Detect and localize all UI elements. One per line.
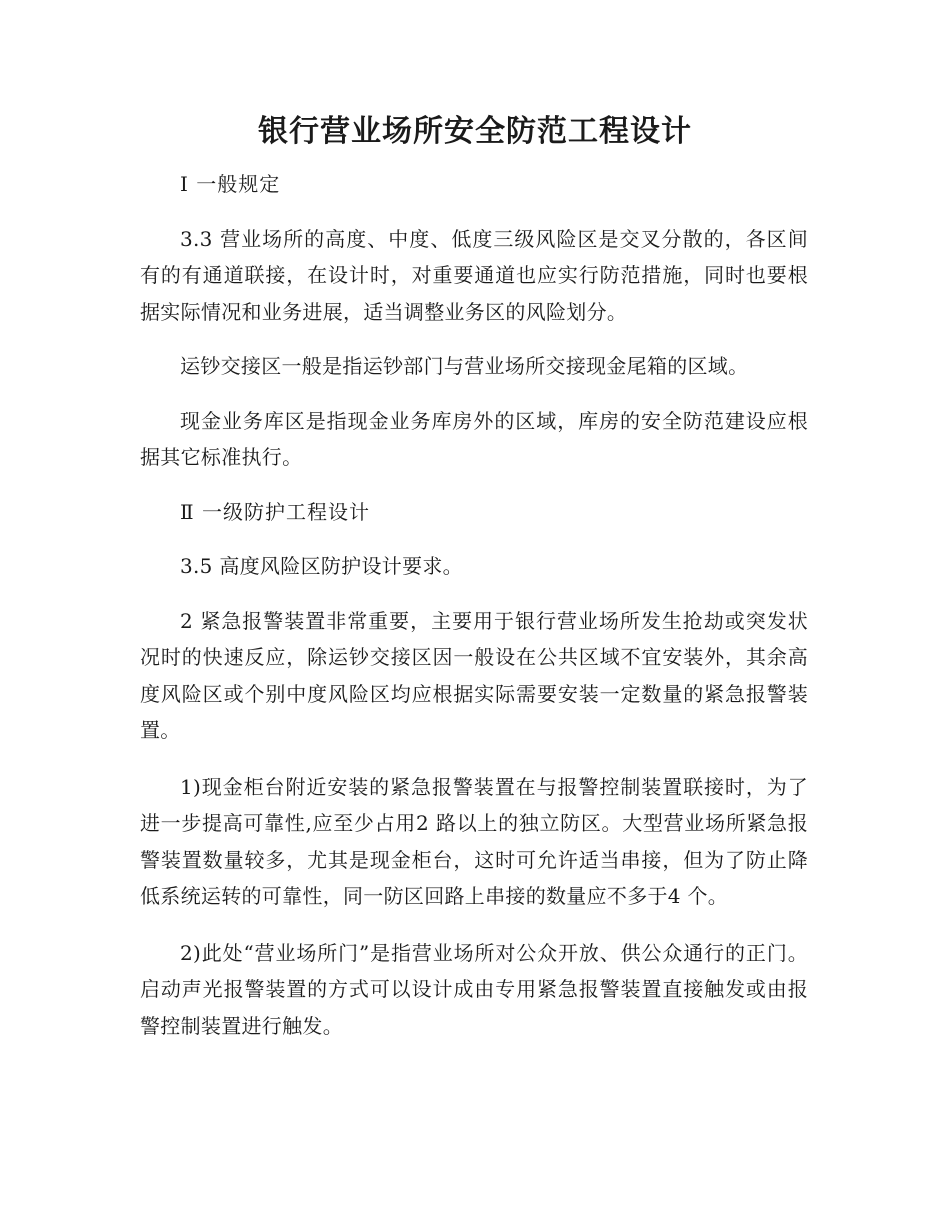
- paragraph-business-premises-door: 2)此处“营业场所门”是指营业场所对公众开放、供公众通行的正门。启动声光报警装置的方式可以设计成由专用紧急报警装置直接触发或由报警控制装置进行触发。: [140, 940, 808, 1038]
- paragraph-3-3-risk-zones: 3.3 营业场所的高度、中度、低度三级风险区是交叉分散的，各区间有的有通道联接，在设计时，对重要通道也应实行防范措施，同时也要根据实际情况和业务进展，适当调整业务区的风险划分。: [140, 226, 808, 324]
- section-heading-level-one-protection: Ⅱ 一级防护工程设计: [180, 499, 370, 524]
- document-body: [140, 166, 808, 1062]
- paragraph-emergency-alarm-devices: 2 紧急报警装置非常重要，主要用于银行营业场所发生抢劫或突发状况时的快速反应，除运钞交接区因一般设在公共区域不宜安装外，其余高度风险区或个别中度风险区均应根据实际需要安装一定数量的紧急报警装置。: [140, 608, 808, 742]
- paragraph-cash-vault-zone: 现金业务库区是指现金业务库房外的区域，库房的安全防范建设应根据其它标准执行。: [140, 408, 808, 469]
- paragraph-cash-transfer-zone: 运钞交接区一般是指运钞部门与营业场所交接现金尾箱的区域。: [180, 354, 749, 378]
- paragraph-3-5-high-risk-requirements: 3.5 高度风险区防护设计要求。: [180, 554, 463, 578]
- document-title: 银行营业场所安全防范工程设计: [258, 114, 692, 149]
- paragraph-cash-counter-alarm-zones: 1)现金柜台附近安装的紧急报警装置在与报警控制装置联接时，为了进一步提高可靠性,应至少占用2 路以上的独立防区。大型营业场所紧急报警装置数量较多，尤其是现金柜台，这时可允许适当串接，但为了防止降低系统运转的可靠性，同一防区回路上串接的数量应不多于4 个。: [140, 774, 808, 908]
- section-heading-general-rules: Ⅰ 一般规定: [180, 172, 281, 196]
